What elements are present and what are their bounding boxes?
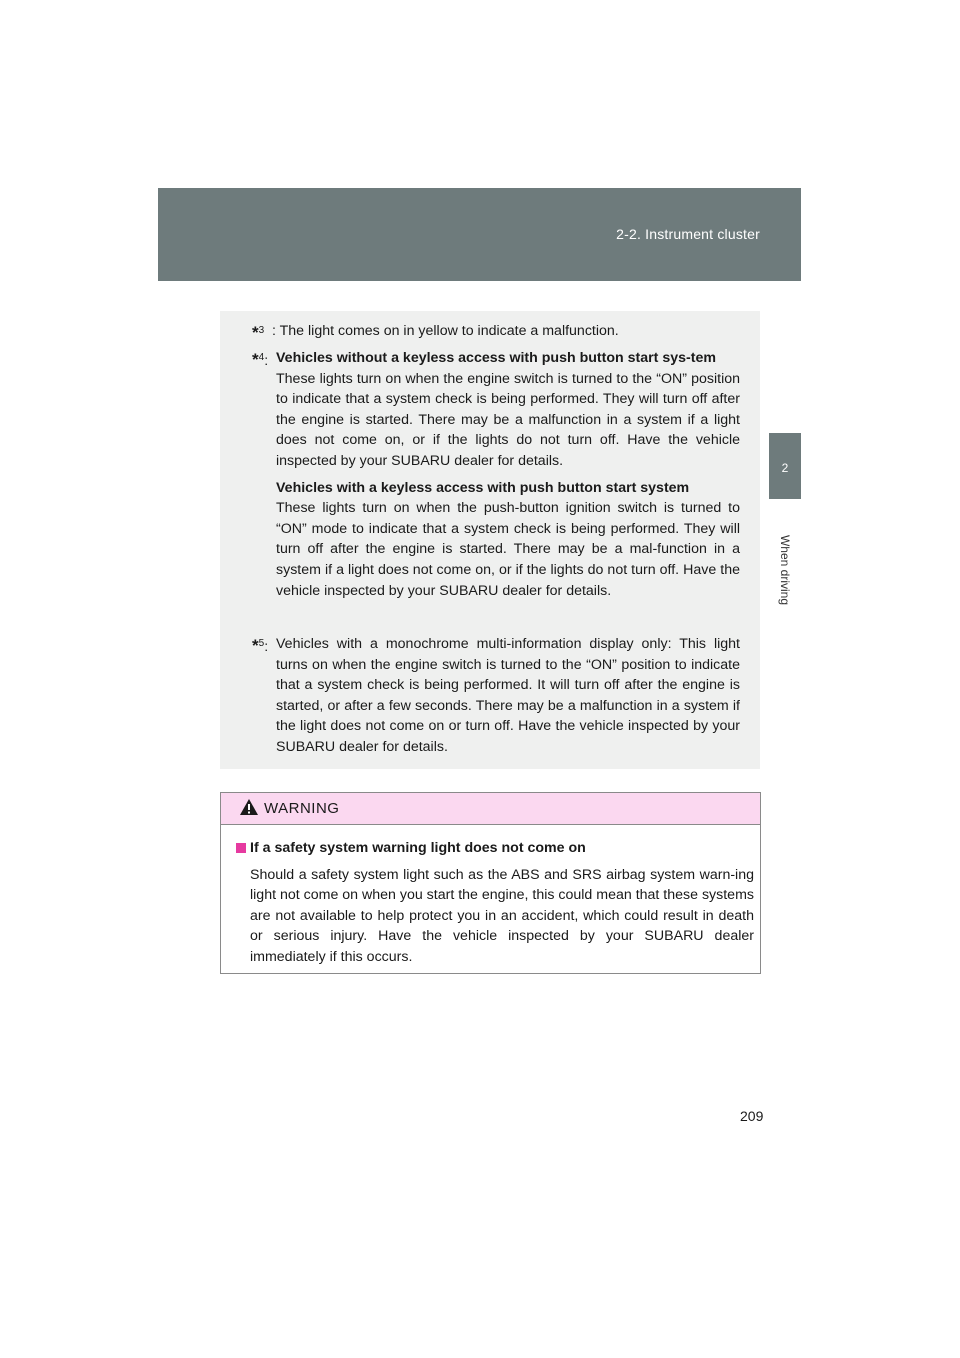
footnote-5 — [252, 634, 740, 758]
footnote-marker: *$^3$ — [252, 323, 265, 342]
warning-triangle-icon — [239, 798, 259, 816]
warning-text: Should a safety system light such as the ABS and SRS airbag system warn-ing light not come on when you start the engine, this could mean that these systems are not available to help protect you in an accident, which could result in death or serious injury. Have the vehicle inspected by your SUBARU dealer immediately if this occurs. — [250, 866, 754, 965]
warning-header — [221, 793, 760, 825]
chapter-label: When driving — [778, 534, 792, 606]
chapter-number: 2 — [781, 461, 789, 475]
warning-title: WARNING — [264, 800, 340, 817]
footnote-4 — [252, 348, 740, 601]
footnotes-box — [220, 311, 760, 769]
footnote-text: Vehicles with a monochrome multi-information display only: This light turns on when the engine switch is turned to the “ON” position to indicate that a system check is being performed. It will turn off after the engine is started, or after a few seconds. There may be a malfunction in a system if the light does not come on or turn off. Have the vehicle inspected by your SUBARU dealer for details. — [276, 636, 740, 755]
bullet-square-icon — [236, 843, 246, 853]
footnote-heading: Vehicles with a keyless access with push button start system — [276, 479, 690, 496]
warning-box — [220, 792, 761, 974]
footnote-3 — [252, 321, 740, 342]
warning-subheading: If a safety system warning light does not come on — [236, 838, 754, 859]
footnote-text: These lights turn on when the push-button ignition switch is turned to “ON” mode to indicate that a system check is being performed. They will turn off after the engine is started. There may be a mal-function in a system if a light does not come on, or if the lights do not turn off. Have the vehicle inspected by your SUBARU dealer for details. — [276, 500, 740, 599]
chapter-tab — [769, 433, 801, 499]
footnote-marker: *$^4$: — [252, 350, 269, 369]
footnote-text: These lights turn on when the engine switch is turned to the “ON” position to indicate that a system check is being performed. They will turn off after the engine is started. There may be a malfunction in a system if a light does not come on, or if the lights do not turn off. Have the vehicle inspected by your SUBARU dealer for details. — [276, 370, 740, 469]
footnote-heading: Vehicles without a keyless access with push button start sys-tem — [276, 350, 716, 366]
footnote-text: : The light comes on in yellow to indicate a malfunction. — [272, 323, 619, 339]
header-band — [158, 188, 801, 281]
section-title: 2-2. Instrument cluster — [616, 226, 760, 242]
page-number: 209 — [740, 1108, 764, 1124]
footnote-marker: *$^5$: — [252, 636, 269, 655]
